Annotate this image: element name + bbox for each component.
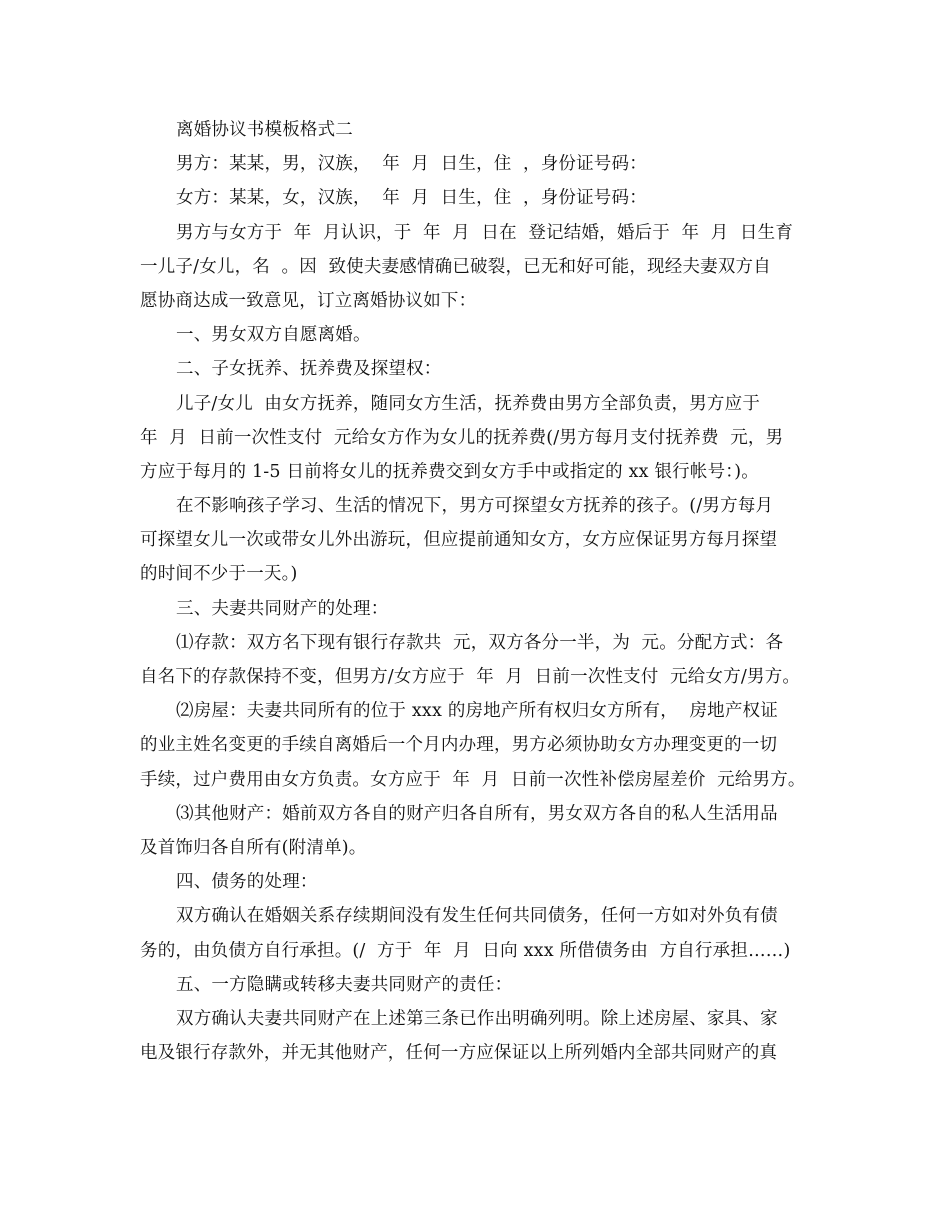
paragraph-line: 儿子/女儿 由女方抚养，随同女方生活，抚养费由男方全部负责，男方应于 (176, 393, 761, 414)
paragraph-line: 双方确认夫妻共同财产在上述第三条已作出明确列明。除上述房屋、家具、家 (176, 1008, 778, 1029)
section-heading: 二、子女抚养、抚养费及探望权： (176, 359, 442, 380)
party-female-line: 女方：某某，女，汉族， 年 月 日生，住 ，身份证号码： (176, 188, 647, 209)
document-body (140, 113, 816, 1070)
paragraph-line: 的时间不少于一天。) (140, 564, 298, 585)
paragraph-line: 手续，过户费用由女方负责。女方应于 年 月 日前一次性补偿房屋差价 元给男方。 (140, 769, 806, 790)
paragraph-line: 及首饰归各自所有(附清单)。 (140, 837, 367, 858)
paragraph-line: ⑴存款：双方名下现有银行存款共 元，双方各分一半，为 元。分配方式：各 (176, 632, 784, 653)
paragraph-line: 电及银行存款外，并无其他财产，任何一方应保证以上所列婚内全部共同财产的真 (140, 1043, 778, 1064)
paragraph-line: ⑵房屋：夫妻共同所有的位于 xxx 的房地产所有权归女方所有， 房地产权证 (176, 701, 778, 722)
paragraph-line: 男方与女方于 年 月认识，于 年 月 日在 登记结婚，婚后于 年 月 日生育 (176, 222, 794, 243)
paragraph-line: 可探望女儿一次或带女儿外出游玩，但应提前通知女方，女方应保证男方每月探望 (140, 530, 778, 551)
section-heading: 四、债务的处理： (176, 872, 318, 893)
section-heading: 一、男女双方自愿离婚。 (176, 325, 371, 346)
section-heading: 五、一方隐瞒或转移夫妻共同财产的责任： (176, 974, 513, 995)
paragraph-line: 方应于每月的 1-5 日前将女儿的抚养费交到女方手中或指定的 xx 银行帐号：)。 (140, 461, 759, 482)
paragraph-line: 年 月 日前一次性支付 元给女方作为女儿的抚养费(/男方每月支付抚养费 元，男 (140, 427, 784, 448)
paragraph-line: 的业主姓名变更的手续自离婚后一个月内办理，男方必须协助女方办理变更的一切 (140, 735, 778, 756)
paragraph-line: 务的，由负债方自行承担。(/ 方于 年 月 日向 xxx 所借债务由 方自行承担……) (140, 940, 791, 961)
paragraph-line: 愿协商达成一致意见，订立离婚协议如下： (140, 290, 477, 311)
paragraph-line: 自名下的存款保持不变，但男方/女方应于 年 月 日前一次性支付 元给女方/男方。 (140, 667, 801, 687)
section-heading: 三、夫妻共同财产的处理： (176, 598, 389, 619)
paragraph-line: 在不影响孩子学习、生活的情况下，男方可探望女方抚养的孩子。(/男方每月 (176, 496, 774, 517)
paragraph-line: ⑶其他财产：婚前双方各自的财产归各自所有，男女双方各自的私人生活用品 (176, 803, 778, 824)
party-male-line: 男方：某某，男，汉族， 年 月 日生，住 ，身份证号码： (176, 154, 647, 175)
document-title: 离婚协议书模板格式二 (176, 120, 353, 140)
paragraph-line: 一儿子/女儿，名 。因 致使夫妻感情确已破裂，已无和好可能，现经夫妻双方自 (140, 256, 771, 277)
paragraph-line: 双方确认在婚姻关系存续期间没有发生任何共同债务，任何一方如对外负有债 (176, 906, 778, 927)
